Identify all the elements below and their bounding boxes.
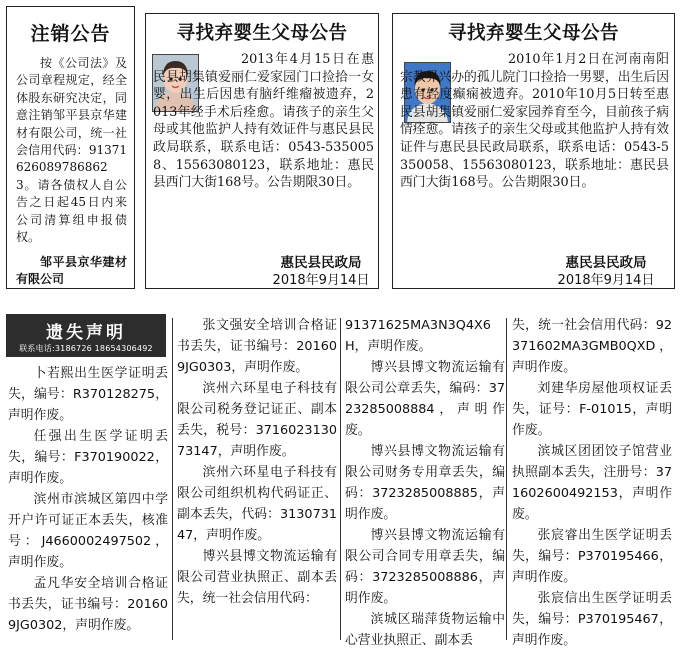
- lost-item: 失，统一社会信用代码：92371602MA3GMB0QXD，声明作废。: [512, 318, 672, 375]
- cancellation-notice: [6, 6, 135, 289]
- infant-notice-date: 2018年9月14日: [557, 273, 655, 288]
- infant-notice-title: 寻找弃婴生父母公告: [447, 23, 619, 44]
- lost-column-1: [8, 363, 168, 636]
- lost-item: 刘建华房屋他项权证丢失，证号：F-01015，声明作废。: [512, 381, 672, 438]
- lost-item: 滨城区团团饺子馆营业执照副本丢失，注册号：371602600492153，声明作废。: [512, 444, 672, 522]
- lost-item: 滨州六环星电子科技有限公司税务登记证正、副本丢失，税号：371602313073147，声明作废。: [177, 381, 337, 459]
- lost-column-3: [345, 315, 505, 651]
- lost-item: 博兴县博文物流运输有限公司财务专用章丢失，编码：3723285008885，声明作废。: [345, 444, 505, 522]
- lost-item: 任强出生医学证明丢失，编号：F370190022，声明作废。: [8, 429, 168, 486]
- infant-notice-org: 惠民县民政局: [280, 255, 362, 271]
- cancellation-signature: 邹平县京华建材有限公司: [16, 255, 127, 286]
- lost-item: 张宸信出生医学证明丢失，编号：P370195467，声明作废。: [512, 591, 672, 648]
- lost-section-title: 遗失声明: [46, 323, 126, 343]
- lost-column-2: [177, 315, 337, 609]
- infant-notice-title: 寻找弃婴生父母公告: [176, 23, 348, 44]
- lost-item: 滨城区瑞萍货物运输中心营业执照正、副本丢: [345, 612, 505, 648]
- lost-item: 滨州市滨城区第四中学开户许可证正本丢失，核准号：J4660002497502，声明作废。: [8, 492, 168, 570]
- lost-item: 91371625MA3N3Q4X6H，声明作废。: [345, 318, 491, 354]
- infant-notice-body: 2010年1月2日在河南南阳宗教界兴办的孤儿院门口捡拾一男婴，出生后因患有轻度癫痫被遗弃。2010年10月5日转至惠民县胡集镇爱丽仁爱家园养育至今，目前孩子病情痊愈。请孩子的亲生父母或其他监护人持有效证件与惠民县民政局联系，联系电话：0543-5350058、15563080123，联系地址：惠民县西门大街168号。公告期限30日。: [400, 52, 669, 191]
- column-divider: [506, 318, 507, 640]
- lost-item: 张文强安全培训合格证书丢失，证书编号：201609JG0303，声明作废。: [177, 318, 337, 375]
- infant-notice-girl: [145, 13, 379, 289]
- lost-item: 孟凡华安全培训合格证书丢失，证书编号：201609JG0302，声明作废。: [8, 576, 168, 633]
- infant-notice-boy: [392, 13, 675, 289]
- lost-item: 卜若熙出生医学证明丢失，编号：R370128275，声明作废。: [8, 366, 168, 423]
- infant-notice-org: 惠民县民政局: [565, 255, 647, 271]
- infant-notice-body: 2013年4月15日在惠民县胡集镇爱丽仁爱家园门口捡拾一女婴，出生后因患有脑纤维瘤被遗弃，2013年经手术后痊愈。请孩子的亲生父母或其他监护人持有效证件与惠民县民政局联系，联系电话：0543-5350058、15563080123，联系地址：惠民县西门大街168号。公告期限30日。: [153, 52, 374, 191]
- cancellation-title: 注销公告: [30, 23, 111, 45]
- cancellation-body: 按《公司法》及公司章程规定，经全体股东研究决定，同意注销邹平县京华建材有限公司，统一社会信用代码：913716260897868623。请各债权人自公告之日起45日内来公司清算组申报债权。: [16, 56, 127, 245]
- column-divider: [172, 318, 173, 640]
- lost-item: 滨州六环星电子科技有限公司组织机构代码证正、副本丢失，代码：313073147，声明作废。: [177, 465, 337, 543]
- lost-item: 博兴县博文物流运输有限公司公章丢失，编码：3723285008884，声明作废。: [345, 360, 505, 438]
- lost-section-contact: 联系电话:3186726 18654306492: [19, 344, 153, 353]
- lost-section-header: [6, 314, 166, 357]
- lost-item: 博兴县博文物流运输有限公司合同专用章丢失，编码：3723285008886，声明作废。: [345, 528, 505, 606]
- lost-item: 张宸睿出生医学证明丢失，编号：P370195466，声明作废。: [512, 528, 672, 585]
- lost-column-4: [512, 315, 672, 651]
- infant-notice-date: 2018年9月14日: [272, 273, 370, 288]
- column-divider: [340, 318, 341, 640]
- lost-item: 博兴县博文物流运输有限公司营业执照正、副本丢失，统一社会信用代码：: [177, 549, 337, 606]
